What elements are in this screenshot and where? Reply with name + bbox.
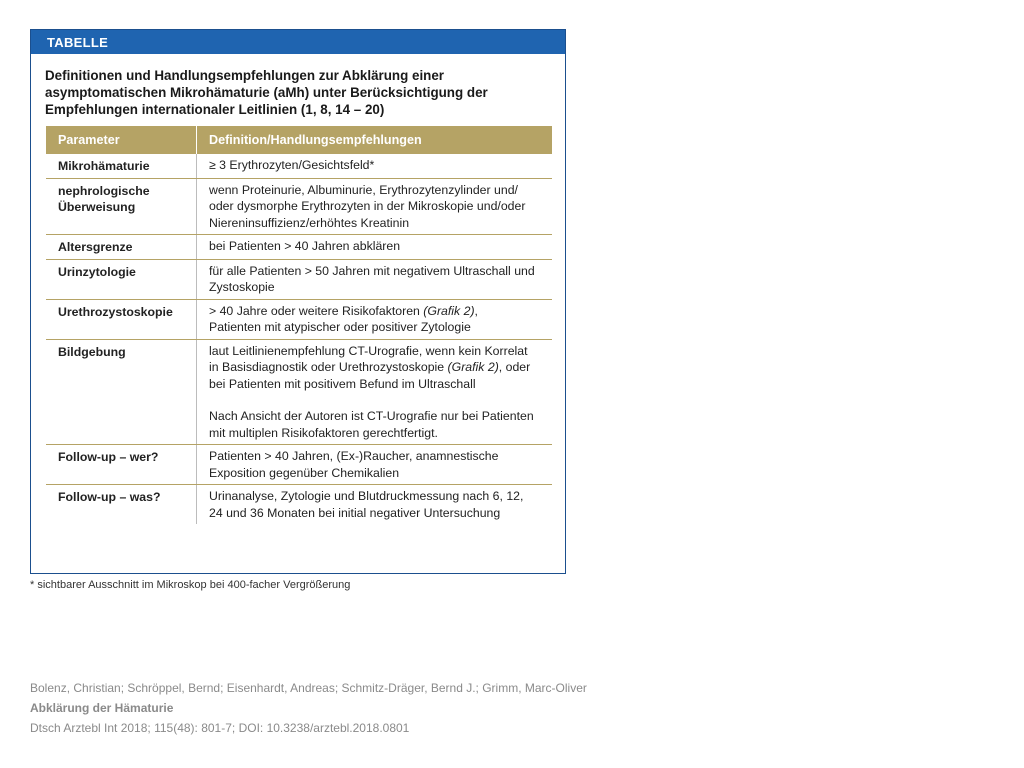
table-row bbox=[46, 259, 552, 299]
row-definition bbox=[197, 259, 553, 299]
definition-line: > 40 Jahre oder weitere Risikofaktoren (Grafik 2), bbox=[209, 303, 478, 318]
row-parameter bbox=[46, 299, 197, 339]
row-parameter bbox=[46, 339, 197, 445]
row-parameter bbox=[46, 154, 197, 178]
row-definition bbox=[197, 299, 553, 339]
table-title-line: asymptomatischen Mikrohämaturie (aMh) unter Berücksichtigung der bbox=[45, 85, 488, 100]
table-title-line: Empfehlungen internationaler Leitlinien (1, 8, 14 – 20) bbox=[45, 102, 385, 117]
definition-line: Exposition gegenüber Chemikalien bbox=[209, 465, 400, 480]
row-definition bbox=[197, 178, 553, 235]
table-row bbox=[46, 445, 552, 485]
row-parameter bbox=[46, 235, 197, 260]
table-header-label: TABELLE bbox=[31, 30, 565, 54]
recommendation-table bbox=[46, 126, 552, 524]
table-title bbox=[45, 67, 525, 118]
table-row bbox=[46, 485, 552, 525]
table-figure bbox=[30, 29, 566, 574]
definition-line: wenn Proteinurie, Albuminurie, Erythrozytenzylinder und/ bbox=[209, 182, 518, 197]
paragraph-gap bbox=[209, 392, 540, 408]
citation-source: Dtsch Arztebl Int 2018; 115(48): 801-7; DOI: 10.3238/arztebl.2018.0801 bbox=[30, 721, 410, 735]
column-header-parameter: Parameter bbox=[46, 126, 197, 154]
definition-line: 24 und 36 Monaten bei initial negativer Untersuchung bbox=[209, 505, 501, 520]
row-parameter bbox=[46, 178, 197, 235]
table-row bbox=[46, 154, 552, 178]
citation-authors: Bolenz, Christian; Schröppel, Bernd; Eisenhardt, Andreas; Schmitz-Dräger, Bernd J.; Grimm, Marc-Oliver bbox=[30, 681, 587, 695]
definition-line: Patienten mit atypischer oder positiver Zytologie bbox=[209, 320, 471, 334]
table-row bbox=[46, 299, 552, 339]
parameter-line: Follow-up – was? bbox=[58, 490, 161, 504]
definition-line: für alle Patienten > 50 Jahren mit negativem Ultraschall und bbox=[209, 263, 535, 278]
parameter-line: Bildgebung bbox=[58, 344, 126, 359]
parameter-line: Mikrohämaturie bbox=[58, 159, 150, 173]
row-definition bbox=[197, 339, 553, 445]
definition-line: Niereninsuffizienz/erhöhtes Kreatinin bbox=[209, 215, 410, 230]
row-definition bbox=[197, 445, 553, 485]
parameter-line: nephrologische bbox=[58, 183, 150, 198]
definition-line: Patienten > 40 Jahren, (Ex-)Raucher, anamnestische bbox=[209, 449, 499, 463]
citation-block bbox=[30, 678, 587, 738]
table-row bbox=[46, 339, 552, 445]
definition-line: Nach Ansicht der Autoren ist CT-Urografie nur bei Patienten bbox=[209, 409, 534, 423]
definition-line: ≥ 3 Erythrozyten/Gesichtsfeld* bbox=[209, 158, 375, 172]
table-header-row bbox=[46, 126, 552, 154]
citation-title: Abklärung der Hämaturie bbox=[30, 701, 174, 715]
definition-line: laut Leitlinienempfehlung CT-Urografie, wenn kein Korrelat bbox=[209, 343, 528, 358]
row-parameter bbox=[46, 259, 197, 299]
definition-line: oder dysmorphe Erythrozyten in der Mikroskopie und/oder bbox=[209, 199, 526, 213]
row-definition bbox=[197, 235, 553, 260]
definition-line: mit multiplen Risikofaktoren gerechtfertigt. bbox=[209, 425, 438, 440]
column-header-definition: Definition/Handlungsempfehlungen bbox=[197, 126, 553, 154]
definition-line: in Basisdiagnostik oder Urethrozystoskopie (Grafik 2), oder bbox=[209, 360, 531, 374]
row-definition bbox=[197, 154, 553, 178]
definition-line: bei Patienten mit positivem Befund im Ultraschall bbox=[209, 376, 476, 391]
row-definition bbox=[197, 485, 553, 525]
row-parameter bbox=[46, 445, 197, 485]
definition-line: Zystoskopie bbox=[209, 280, 275, 294]
parameter-line: Urethrozystoskopie bbox=[58, 304, 173, 319]
parameter-line: Altersgrenze bbox=[58, 240, 133, 254]
table-row bbox=[46, 178, 552, 235]
definition-line: Urinanalyse, Zytologie und Blutdruckmessung nach 6, 12, bbox=[209, 489, 524, 503]
table-title-line: Definitionen und Handlungsempfehlungen zur Abklärung einer bbox=[45, 68, 444, 83]
table-footnote: * sichtbarer Ausschnitt im Mikroskop bei 400-facher Vergrößerung bbox=[30, 579, 351, 591]
parameter-line: Follow-up – wer? bbox=[58, 450, 159, 464]
table-row bbox=[46, 235, 552, 260]
parameter-line: Überweisung bbox=[58, 200, 136, 214]
parameter-line: Urinzytologie bbox=[58, 264, 136, 279]
row-parameter bbox=[46, 485, 197, 525]
definition-line: bei Patienten > 40 Jahren abklären bbox=[209, 239, 401, 253]
